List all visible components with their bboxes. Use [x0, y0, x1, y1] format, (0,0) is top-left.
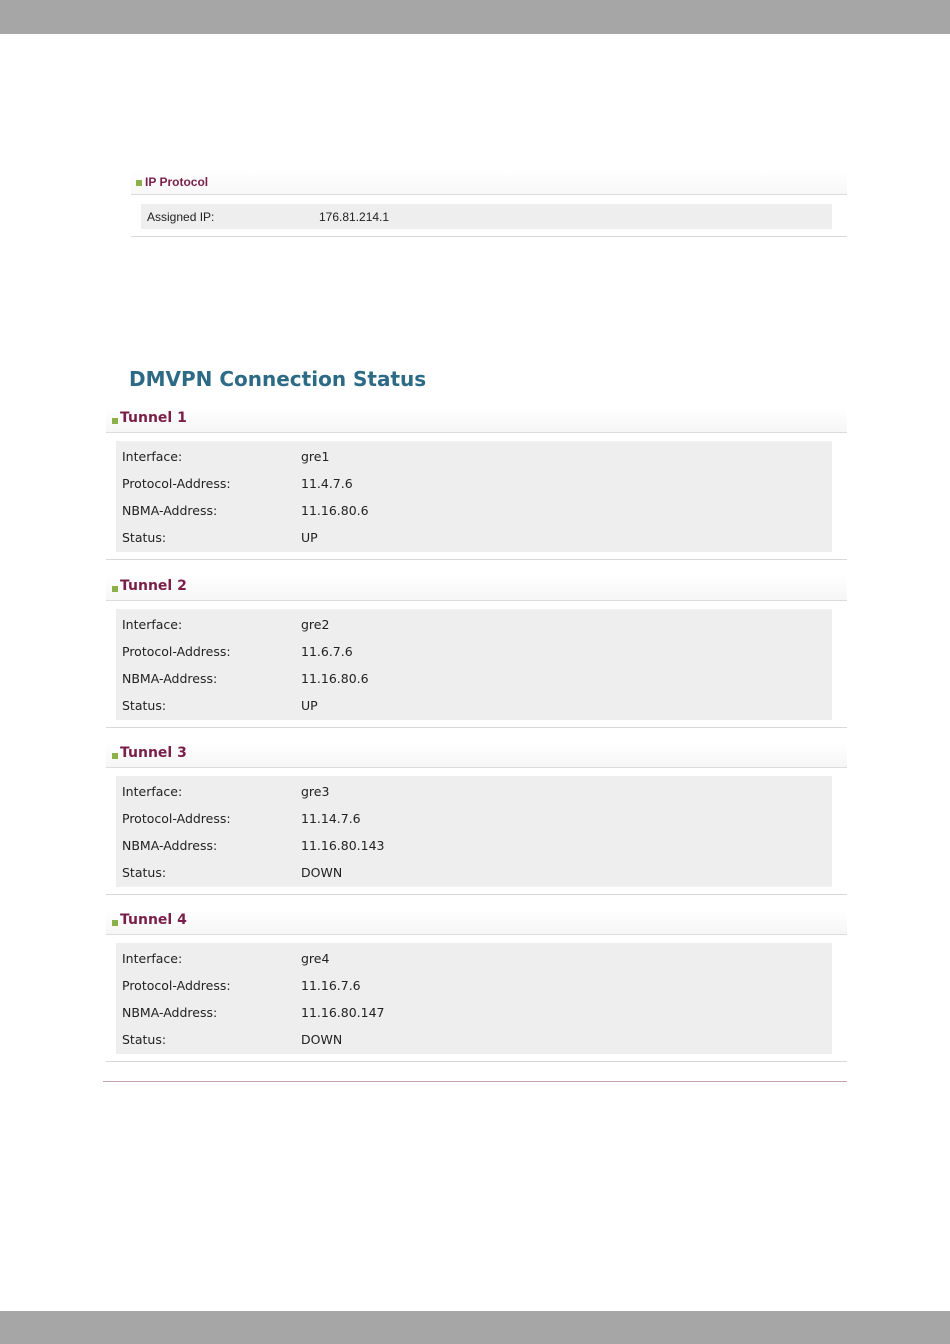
tunnel-header — [106, 576, 847, 601]
nbma-address-row — [116, 664, 832, 691]
status-label: Status: — [122, 698, 167, 713]
interface-row — [116, 610, 832, 637]
nbma-address-value: 11.16.80.147 — [301, 1005, 385, 1020]
tunnel-details — [116, 943, 832, 1054]
tunnel-header — [106, 408, 847, 433]
section-divider — [103, 1081, 847, 1082]
tunnel-title: Tunnel 2 — [120, 578, 187, 594]
tunnel-title: Tunnel 4 — [120, 912, 187, 928]
section-marker-icon — [112, 753, 118, 759]
interface-row — [116, 944, 832, 971]
interface-label: Interface: — [122, 617, 183, 632]
nbma-address-row — [116, 831, 832, 858]
nbma-address-value: 11.16.80.6 — [301, 503, 369, 518]
status-row — [116, 691, 832, 718]
nbma-address-label: NBMA-Address: — [122, 1005, 218, 1020]
nbma-address-row — [116, 496, 832, 523]
protocol-address-value: 11.6.7.6 — [301, 644, 353, 659]
section-marker-icon — [112, 586, 118, 592]
protocol-address-row — [116, 637, 832, 664]
tunnel-details — [116, 441, 832, 552]
assigned-ip-label: Assigned IP: — [147, 210, 215, 224]
tunnel-title: Tunnel 3 — [120, 745, 187, 761]
section-marker-icon — [136, 180, 142, 186]
tunnel-panel-2 — [106, 576, 847, 728]
tunnel-panel-1 — [106, 408, 847, 560]
interface-label: Interface: — [122, 449, 183, 464]
tunnel-header — [106, 910, 847, 935]
status-value: DOWN — [301, 865, 343, 880]
status-label: Status: — [122, 865, 167, 880]
ip-protocol-title: IP Protocol — [145, 175, 209, 189]
protocol-address-label: Protocol-Address: — [122, 811, 231, 826]
ip-protocol-header — [131, 170, 847, 195]
status-label: Status: — [122, 530, 167, 545]
interface-value: gre3 — [301, 784, 330, 799]
protocol-address-label: Protocol-Address: — [122, 644, 231, 659]
page-top-bar — [0, 0, 950, 34]
interface-row — [116, 777, 832, 804]
status-value: DOWN — [301, 1032, 343, 1047]
protocol-address-row — [116, 804, 832, 831]
interface-value: gre4 — [301, 951, 330, 966]
nbma-address-value: 11.16.80.6 — [301, 671, 369, 686]
protocol-address-value: 11.16.7.6 — [301, 978, 361, 993]
page-bottom-bar — [0, 1311, 950, 1344]
page-title: DMVPN Connection Status — [129, 367, 427, 391]
interface-value: gre1 — [301, 449, 330, 464]
status-value: UP — [301, 698, 318, 713]
tunnel-title: Tunnel 1 — [120, 410, 187, 426]
interface-label: Interface: — [122, 951, 183, 966]
nbma-address-value: 11.16.80.143 — [301, 838, 385, 853]
interface-value: gre2 — [301, 617, 330, 632]
protocol-address-label: Protocol-Address: — [122, 476, 231, 491]
nbma-address-label: NBMA-Address: — [122, 671, 218, 686]
tunnel-details — [116, 609, 832, 720]
nbma-address-row — [116, 998, 832, 1025]
ip-protocol-panel — [131, 170, 847, 237]
section-marker-icon — [112, 418, 118, 424]
tunnel-panel-3 — [106, 743, 847, 895]
status-row — [116, 523, 832, 550]
tunnel-panel-4 — [106, 910, 847, 1062]
tunnel-header — [106, 743, 847, 768]
interface-row — [116, 442, 832, 469]
nbma-address-label: NBMA-Address: — [122, 503, 218, 518]
section-marker-icon — [112, 920, 118, 926]
nbma-address-label: NBMA-Address: — [122, 838, 218, 853]
protocol-address-label: Protocol-Address: — [122, 978, 231, 993]
protocol-address-row — [116, 971, 832, 998]
assigned-ip-value: 176.81.214.1 — [319, 210, 390, 224]
tunnel-details — [116, 776, 832, 887]
protocol-address-row — [116, 469, 832, 496]
status-row — [116, 858, 832, 885]
status-label: Status: — [122, 1032, 167, 1047]
status-row — [116, 1025, 832, 1052]
interface-label: Interface: — [122, 784, 183, 799]
assigned-ip-row — [141, 204, 832, 229]
protocol-address-value: 11.4.7.6 — [301, 476, 353, 491]
protocol-address-value: 11.14.7.6 — [301, 811, 361, 826]
status-value: UP — [301, 530, 318, 545]
